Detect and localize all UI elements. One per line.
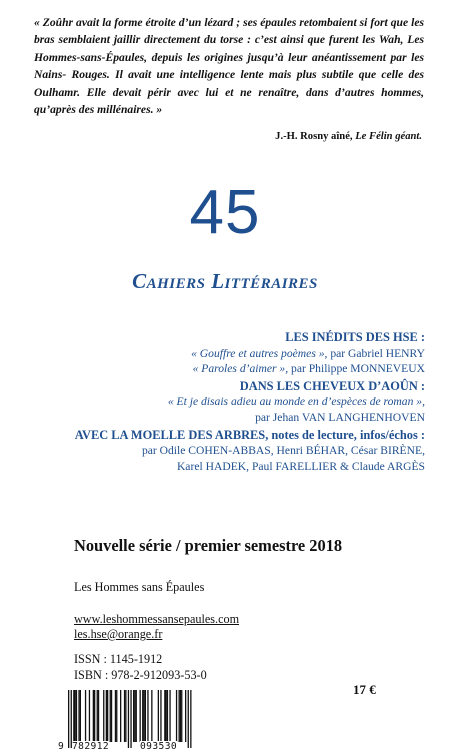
barcode-right-group: 093530 [140, 741, 178, 752]
barcode-bar [98, 690, 99, 742]
issn-line: ISSN : 1145-1912 [74, 652, 163, 666]
barcode-bar [124, 690, 125, 742]
barcode-left-group: 782912 [72, 741, 110, 752]
series-line: Nouvelle série / premier semestre 2018 [74, 536, 343, 555]
quote-work: Le Félin géant. [355, 131, 422, 142]
quote-line: torse : c’est ainsi que furent les Wah, Les Hommes-sans-Épaules, [34, 33, 425, 64]
website-link[interactable]: www.leshommessansepaules.com [74, 612, 240, 626]
barcode-bar [190, 690, 191, 748]
barcode-bar [76, 690, 77, 742]
contents-item [30, 459, 425, 475]
quote-line: retombaient si fort que les bras semblaient jaillir directement du [34, 16, 424, 47]
barcode-bar [166, 690, 167, 742]
barcode-bar [164, 690, 165, 742]
barcode-bar [80, 690, 81, 742]
barcode-bar [116, 690, 117, 742]
barcode-bar [176, 690, 177, 742]
barcode-bar [115, 690, 116, 742]
barcode-bar [71, 690, 72, 748]
item-title: « Gouffre et autres poèmes » [191, 346, 325, 360]
journal-title: Cahiers Littéraires [132, 269, 318, 293]
item-author: Karel HADEK, Paul FARELLIER & Claude ARGÈS [176, 459, 425, 473]
barcode-bar [142, 690, 143, 742]
barcode-bar [158, 690, 159, 742]
barcode-bar [180, 690, 181, 742]
barcode-bar [110, 690, 111, 742]
quote-line: « Zoûhr avait la forme étroite d’un lézard ; ses épaules [34, 16, 297, 29]
barcode-bar [107, 690, 108, 742]
barcode-bar [78, 690, 79, 742]
section-heading: DANS LES CHEVEUX D’AOÛN : [239, 378, 425, 393]
barcode-bar [93, 690, 94, 742]
item-author: par Jehan VAN LANGHENHOVEN [255, 410, 425, 424]
barcode-first-digit: 9 [58, 741, 65, 752]
item-title: « Et je disais adieu au monde en d’espèces de roman » [167, 395, 423, 409]
quote-line: Oulhamr. Elle devait périr avec lui et ne renaître, dans d’autres [34, 85, 375, 99]
contents-item [30, 361, 425, 377]
section-heading: LES INÉDITS DES HSE : [285, 330, 425, 344]
quote-line: hommes, qu’après des millénaires. » [34, 85, 425, 117]
quote-line: depuis les origines jusqu’à leur anéantissement par les Nains- [34, 50, 424, 82]
barcode-bar [185, 690, 186, 742]
item-author: par Odile COHEN-ABBAS, Henri BÉHAR, César BIRÈNE, [141, 444, 425, 458]
barcode-bar [94, 690, 95, 742]
barcode-bar [167, 690, 168, 742]
barcode-bar [120, 690, 121, 742]
barcode-bar [169, 690, 170, 742]
table-of-contents [30, 330, 425, 474]
contents-item [30, 410, 425, 426]
barcode-bar [143, 690, 144, 742]
quote-line: Rouges. Il avait une intelligence lente mais plus subtile que celle des [71, 68, 424, 82]
barcode-bar [89, 690, 90, 742]
barcode-bar [128, 690, 129, 748]
contents-item [30, 346, 425, 362]
quote-attribution [275, 131, 422, 142]
item-title: « Paroles d’aimer » [192, 362, 286, 376]
barcode-bar [111, 690, 112, 742]
barcode-bar [151, 690, 152, 742]
barcode-bar [106, 690, 107, 742]
barcode-bar [75, 690, 76, 742]
barcode-bar [147, 690, 148, 742]
barcode-bar [145, 690, 146, 742]
isbn-line: ISBN : 978-2-912093-53-0 [74, 668, 207, 682]
barcode-bar [134, 690, 135, 742]
section-heading-rest: notes de lecture, infos/échos : [268, 427, 425, 442]
contents-item [30, 394, 425, 410]
barcode-bar [125, 690, 126, 742]
barcode-bar [85, 690, 86, 742]
barcode [58, 690, 208, 754]
item-author: , par Philippe MONNEVEUX [285, 362, 425, 376]
section-heading-main: AVEC LA MOELLE DES ARBRES, [74, 427, 269, 442]
publisher-name: Les Hommes sans Épaules [74, 580, 205, 594]
contents-item [30, 443, 425, 459]
section-heading [30, 428, 425, 444]
barcode-bar [97, 690, 98, 742]
price: 17 € [353, 682, 376, 697]
epigraph-quote [34, 14, 424, 118]
item-author: , par Gabriel HENRY [324, 346, 425, 360]
barcode-bar [68, 690, 69, 748]
barcode-bar [130, 690, 131, 748]
barcode-bar [179, 690, 180, 742]
email-link[interactable]: les.hse@orange.fr [74, 627, 163, 641]
barcode-bar [181, 690, 182, 742]
barcode-bar [160, 690, 161, 742]
barcode-bar [133, 690, 134, 742]
barcode-bar [188, 690, 189, 748]
barcode-bar [73, 690, 74, 742]
barcode-bar [103, 690, 104, 742]
quote-author: J.-H. Rosny aîné, [275, 131, 353, 142]
item-author: , [422, 395, 425, 409]
barcode-bar [136, 690, 137, 742]
issue-number: 45 [189, 178, 261, 247]
barcode-bar [140, 690, 141, 742]
